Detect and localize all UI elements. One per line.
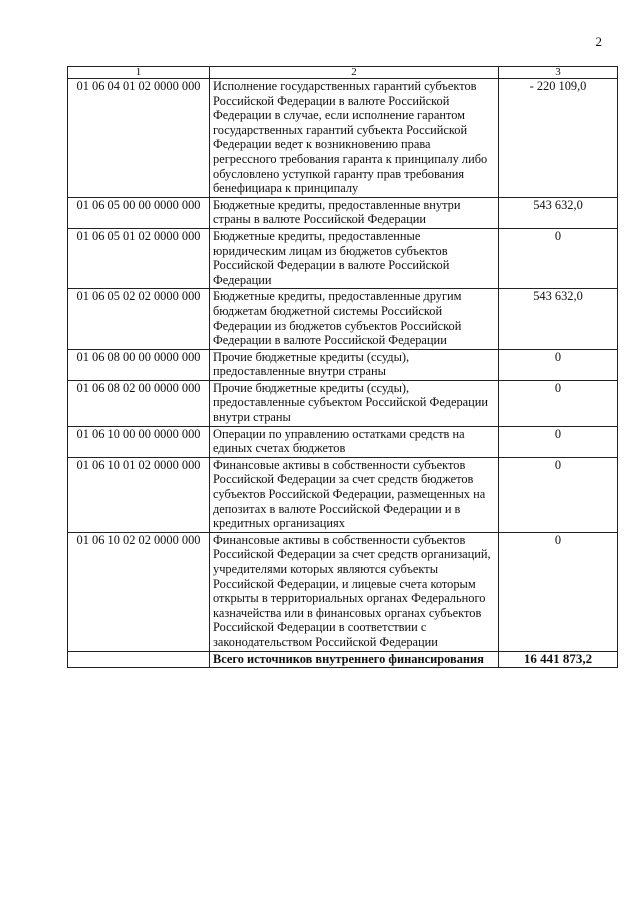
row-name: Прочие бюджетные кредиты (ссуды), предоставленные внутри страны: [210, 349, 499, 380]
row-code: 01 06 05 02 02 0000 000: [68, 289, 210, 349]
row-name: Прочие бюджетные кредиты (ссуды), предоставленные субъектом Российской Федерации внутри страны: [210, 380, 499, 426]
table-row: [68, 289, 618, 349]
total-amount: 16 441 873,2: [499, 651, 618, 668]
total-label: Всего источников внутреннего финансирования: [210, 651, 499, 668]
row-code: 01 06 10 01 02 0000 000: [68, 457, 210, 532]
row-name: Финансовые активы в собственности субъектов Российской Федерации за счет средств организаций, учредителями которых являются субъекты Российской Федерации, и лицевые счета которым открыты в территориальных органах Федерального казначейства или в финансовых органах субъектов Российской Федерации в соответствии с законодательством Российской Федерации: [210, 532, 499, 651]
table-row: [68, 380, 618, 426]
table-row: [68, 228, 618, 288]
row-name: Исполнение государственных гарантий субъектов Российской Федерации в валюте Российской Федерации в случае, если исполнение гарантом государственных гарантий субъекта Российской Федерации ведет к возникновению права регрессного требования гаранта к принципалу либо обусловлено уступкой гаранту прав требования бенефициара к принципалу: [210, 79, 499, 198]
row-amount: 0: [499, 380, 618, 426]
table-row: [68, 349, 618, 380]
row-name: Операции по управлению остатками средств на единых счетах бюджетов: [210, 426, 499, 457]
row-code: 01 06 08 02 00 0000 000: [68, 380, 210, 426]
row-amount: - 220 109,0: [499, 79, 618, 198]
column-header-name: 2: [210, 67, 499, 79]
row-name: Бюджетные кредиты, предоставленные юридическим лицам из бюджетов субъектов Российской Федерации в валюте Российской Федерации: [210, 228, 499, 288]
row-amount: 0: [499, 228, 618, 288]
financing-sources-table: [67, 66, 618, 668]
table-row: [68, 197, 618, 228]
row-amount: 0: [499, 457, 618, 532]
total-row: [68, 651, 618, 668]
row-code: 01 06 10 00 00 0000 000: [68, 426, 210, 457]
row-amount: 0: [499, 349, 618, 380]
table-row: [68, 79, 618, 198]
table-row: [68, 457, 618, 532]
row-code: 01 06 04 01 02 0000 000: [68, 79, 210, 198]
row-amount: 0: [499, 532, 618, 651]
row-amount: 543 632,0: [499, 289, 618, 349]
row-code: 01 06 05 00 00 0000 000: [68, 197, 210, 228]
column-header-code: 1: [68, 67, 210, 79]
total-code: [68, 651, 210, 668]
row-code: 01 06 10 02 02 0000 000: [68, 532, 210, 651]
column-header-amount: 3: [499, 67, 618, 79]
row-amount: 0: [499, 426, 618, 457]
table-row: [68, 426, 618, 457]
table-header-row: [68, 67, 618, 79]
row-name: Финансовые активы в собственности субъектов Российской Федерации за счет средств бюджетов субъектов Российской Федерации, размещенных на депозитах в валюте Российской Федерации и в кредитных организациях: [210, 457, 499, 532]
row-code: 01 06 08 00 00 0000 000: [68, 349, 210, 380]
page-number: 2: [595, 34, 602, 49]
table-row: [68, 532, 618, 651]
row-name: Бюджетные кредиты, предоставленные другим бюджетам бюджетной системы Российской Федерации из бюджетов субъектов Российской Федерации в валюте Российской Федерации: [210, 289, 499, 349]
row-code: 01 06 05 01 02 0000 000: [68, 228, 210, 288]
row-amount: 543 632,0: [499, 197, 618, 228]
row-name: Бюджетные кредиты, предоставленные внутри страны в валюте Российской Федерации: [210, 197, 499, 228]
